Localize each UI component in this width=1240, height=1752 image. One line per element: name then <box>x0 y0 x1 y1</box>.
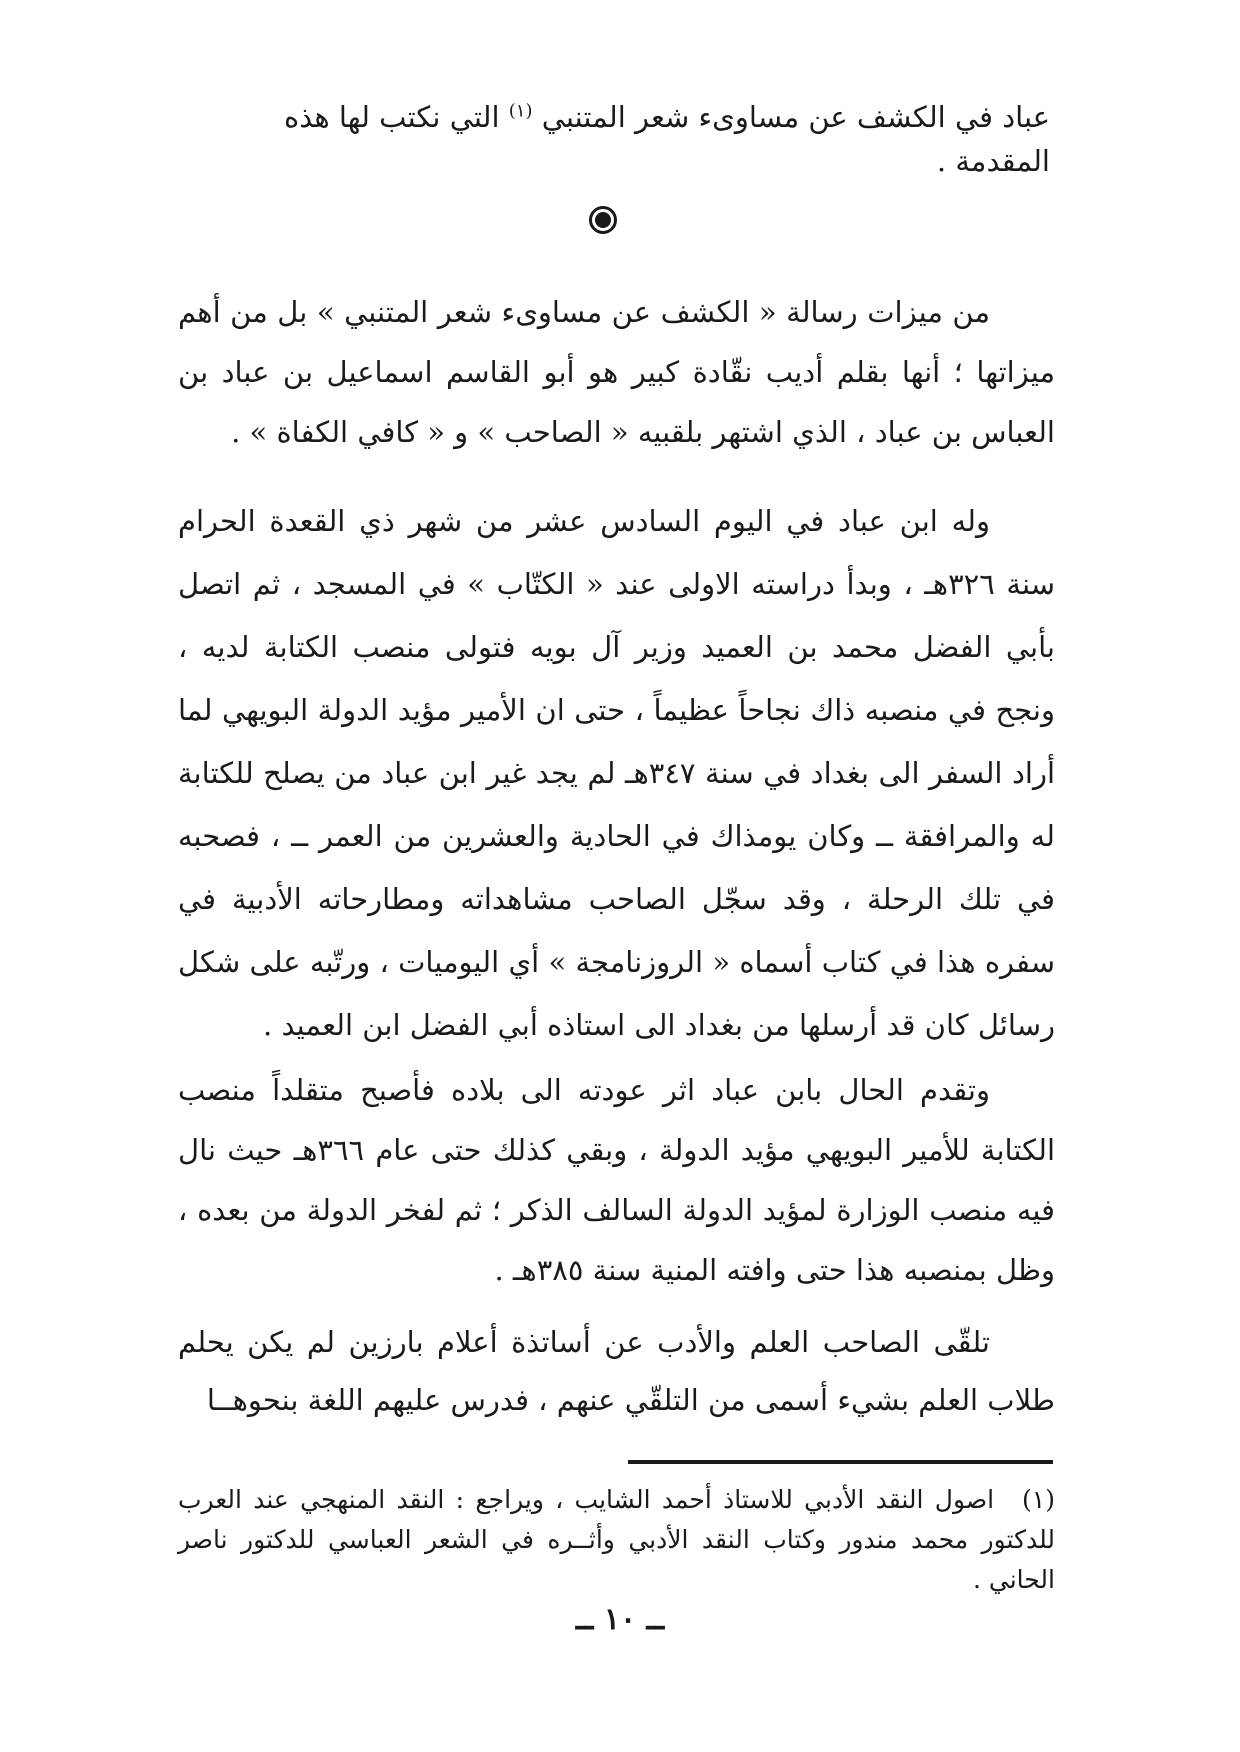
paragraph-4: تلقّى الصاحب العلم والأدب عن أساتذة أعلام بارزين لم يكن يحلم طلاب العلم بشيء أسمى من التلقّي عنهم ، فدرس عليهم اللغة بنحوهــا <box>178 1325 1055 1417</box>
footnote <box>178 1480 1055 1600</box>
continuation-text-before: عباد في الكشف عن مساوىء شعر المتنبي <box>541 100 1050 134</box>
paragraph-1: من ميزات رسالة « الكشف عن مساوىء شعر المتنبي » بل من أهم ميزاتها ؛ أنها بقلم أديب نقّادة كبير هو أبو القاسم اسماعيل بن عباد بن العباس بن عباد ، الذي اشتهر بلقبيه « الصاحب » و « كافي الكفاة » . <box>178 295 1055 449</box>
paragraph-2: وله ابن عباد في اليوم السادس عشر من شهر ذي القعدة الحرام سنة ٣٢٦هـ ، وبدأ دراسته الاولى عند « الكتّاب » في المسجد ، ثم اتصل بأبي الفضل محمد بن العميد وزير آل بويه فتولى منصب الكتابة لديه ، ونجح في منصبه ذاك نجاحاً عظيماً ، حتى ان الأمير مؤيد الدولة البويهي لما أراد السفر الى بغداد في سنة ٣٤٧هـ لم يجد غير ابن عباد من يصلح للكتابة له والمرافقة ــ وكان يومذاك في الحادية والعشرين من العمر ــ ، فصحبه في تلك الرحلة ، وقد سجّل الصاحب مشاهداته ومطارحاته الأدبية في سفره هذا في كتاب أسماه « الروزنامجة » أي اليوميات ، ورتّبه على شكل رسائل كان قد أرسلها من بغداد الى استاذه أبي الفضل ابن العميد . <box>178 504 1056 1042</box>
paragraph-3: وتقدم الحال بابن عباد اثر عودته الى بلاده فأصبح متقلداً منصب الكتابة للأمير البويهي مؤيد الدولة ، وبقي كذلك حتى عام ٣٦٦هـ حيث نال فيه منصب الوزارة لمؤيد الدولة السالف الذكر ؛ ثم لفخر الدولة من بعده ، وظل بمنصبه هذا حتى وافته المنية سنة ٣٨٥هـ . <box>178 1073 1056 1287</box>
page-number: ــ ١٠ ــ <box>575 1602 665 1637</box>
footnote-reference: (١) <box>508 100 533 122</box>
ornament-dot <box>595 212 611 228</box>
footnote-separator <box>628 1460 1053 1464</box>
footnote-text: اصول النقد الأدبي للاستاذ أحمد الشايب ، ويراجع : النقد المنهجي عند العرب للدكتور محمد مندور وكتاب النقد الأدبي وأثــره في الشعر العباسي للدكتور ناصر الحاني . <box>178 1485 1055 1594</box>
bullseye-ornament-icon <box>589 206 617 234</box>
footnote-number: (١) <box>1022 1485 1055 1514</box>
continuation-line <box>195 95 1050 183</box>
continuation-text-after: التي نكتب لها هذه المقدمة . <box>284 100 1050 178</box>
